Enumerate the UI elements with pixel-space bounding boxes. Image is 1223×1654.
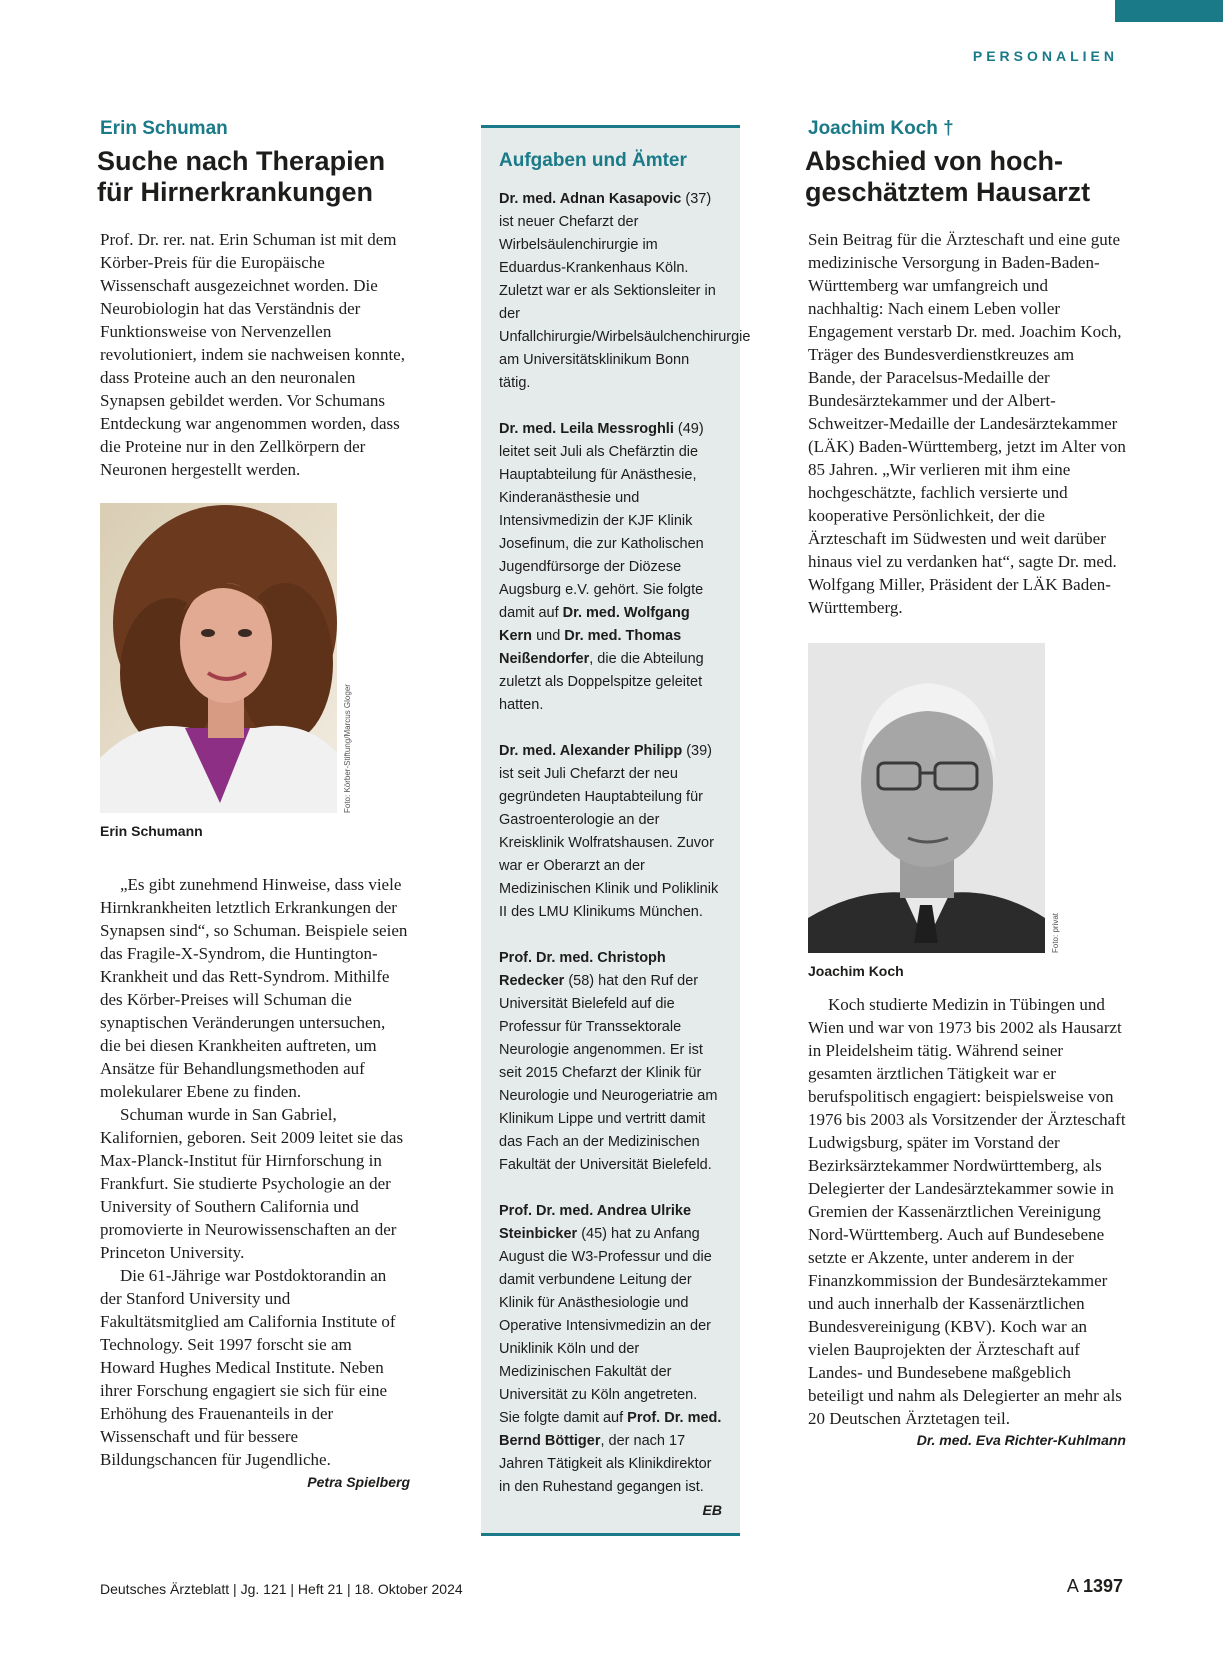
photo-credit: Foto: Körber-Stiftung/Marcus Gloger (343, 684, 352, 813)
article-author: Petra Spielberg (307, 1474, 410, 1490)
box-title: Aufgaben und Ämter (499, 150, 687, 171)
photo-credit: Foto: privat (1051, 912, 1060, 953)
article-author: Dr. med. Eva Richter-Kuhlmann (916, 1432, 1126, 1448)
photo-block (808, 643, 1126, 953)
article-kicker: Erin Schuman (100, 118, 228, 139)
headline-line-1: Suche nach Therapien (97, 146, 386, 176)
article-paragraph: Schuman wurde in San Gabriel, Kalifornien, geboren. Seit 2009 leitet sie das Max-Planck-Institut für Hirnforschung in Frankfurt. Sie studierte Psychologie an der University of Southern California und promovierte in Neurowissenschaften an der Princeton University. (100, 1105, 404, 1262)
article-headline (805, 146, 1126, 208)
footer-journal: Deutsches Ärzteblatt | Jg. 121 | Heft 21 | 18. Oktober 2024 (100, 1581, 463, 1597)
section-label: PERSONALIEN (972, 48, 1118, 64)
photo-caption: Erin Schumann (100, 823, 203, 839)
headline-line-2: für Hirnerkrankungen (97, 177, 374, 207)
photo-block (100, 503, 410, 813)
article-kicker: Joachim Koch † (808, 118, 954, 139)
portrait-photo-joachim-koch (808, 643, 1045, 953)
article-joachim-koch (805, 118, 1126, 1448)
headline-line-2: geschätztem Hausarzt (805, 177, 1091, 207)
article-paragraph: Prof. Dr. rer. nat. Erin Schuman ist mit dem Körber-Preis für die Europäische Wissenschaft ausgezeichnet worden. Die Neurobiologin hat das Verständnis der Funktionsweise von Nervenzellen revolutioniert, indem sie nachweisen konnte, dass Proteine auch an den neuronalen Synapsen gebildet werden. Vor Schumans Entdeckung war angenommen worden, dass die Proteine nur in den Zellkörpern der Neuronen hergestellt werden. (100, 230, 405, 479)
article-paragraph: Koch studierte Medizin in Tübingen und Wien und war von 1973 bis 2002 als Hausarzt in Pleidelsheim tätig. Während seiner gesamten ärztlichen Tätigkeit war er berufspolitisch engagiert: beispielsweise von 1976 bis 2003 als Vorsitzender der Ärzteschaft Ludwigsburg, später im Vorstand der Bezirksärztekammer Nordwürttemberg, als Delegierter der Landesärztekammer sowie in Gremien der Kassenärztlichen Vereinigung Nord-Württemberg. Auch auf Bundesebene setzte er Akzente, unter anderem in der Finanzkommission der Bundesärztekammer und auch innerhalb der Kassenärztlichen Bundesvereinigung (KBV). Koch war an vielen Bauprojekten der Ärzteschaft auf Landes- und Bundesebene maßgeblich beteiligt und nahm als Delegierter an mehr als 20 Deutschen Ärztetagen teil. (808, 995, 1126, 1428)
appointments-box (481, 125, 751, 1536)
appointment-entry: Dr. med. Adnan Kasapovic (37) ist neuer Chefarzt der Wirbelsäulenchirurgie im Eduardus-Krankenhaus Köln. Zuletzt war er als Sektionsleiter in der Unfallchirurgie/Wirbelsäulchenchirurgie am Universitätsklinikum Bonn tätig. (499, 191, 751, 391)
article-paragraph: „Es gibt zunehmend Hinweise, dass viele Hirnkrankheiten letztlich Erkrankungen der Synapsen sind“, so Schuman. Beispiele seien das Fragile-X-Syndrom, die Huntington-Krankheit und das Rett-Syndrom. Mithilfe des Körber-Preises will Schuman die synaptischen Veränderungen untersuchen, die bei diesen Krankheiten auftreten, um Ansätze für Behandlungsmethoden auf molekularer Ebene zu finden. (100, 875, 408, 1101)
article-erin-schuman (97, 118, 410, 1494)
headline-line-1: Abschied von hoch- (805, 146, 1064, 176)
portrait-photo-erin-schuman (100, 503, 337, 813)
footer-page-number: A 1397 (1066, 1576, 1123, 1596)
appointment-entry: Prof. Dr. med. Christoph Redecker (58) hat den Ruf der Universität Bielefeld auf die Professur für Transsektorale Neurologie angenommen. Er ist seit 2015 Chefarzt der Klinik für Neurologie und Neurogeriatrie am Klinikum Lippe und vertritt damit das Fach an der Medizinischen Fakultät der Universität Bielefeld. (499, 950, 718, 1173)
appointment-entry: Prof. Dr. med. Andrea Ulrike Steinbicker (45) hat zu Anfang August die W3-Professur und die damit verbundene Leitung der Klinik für Anästhesiologie und Operative Intensivmedizin an der Uniklinik Köln und der Medizinischen Fakultät der Universität zu Köln angetreten. Sie folgte damit auf Prof. Dr. med. Bernd Böttiger, der nach 17 Jahren Tätigkeit als Klinikdirektor in den Ruhestand gegangen ist. EB (499, 1200, 722, 1499)
appointment-entry: Dr. med. Alexander Philipp (39) ist seit Juli Chefarzt der neu gegründeten Hauptabteilung für Gastroenterologie an der Kreisklinik Wolfratshausen. Zuvor war er Oberarzt an der Medizinischen Klinik und Poliklinik II des LMU Klinikums München. (499, 743, 719, 920)
corner-accent-bar (1115, 0, 1223, 22)
box-author: EB (702, 1502, 722, 1518)
article-paragraph: Die 61-Jährige war Postdoktorandin an der Stanford University und Fakultätsmitglied am California Institute of Technology. Seit 1997 forscht sie am Howard Hughes Medical Institute. Neben ihrer Forschung engagiert sie sich für eine Erhöhung des Frauenanteils in der Wissenschaft und für bessere Bildungschancen für Jugendliche. Petra Spielberg (100, 1264, 410, 1471)
article-paragraph: Sein Beitrag für die Ärzteschaft und eine gute medizinische Versorgung in Baden-Baden-Württemberg war umfangreich und nachhaltig: Nach einem Leben voller Engagement verstarb Dr. med. Joachim Koch, Träger des Bundesverdienstkreuzes am Bande, der Paracelsus-Medaille der Bundesärztekammer und der Albert-Schweitzer-Medaille der Landesärztekammer (LÄK) Baden-Württemberg, jetzt im Alter von 85 Jahren. „Wir verlieren mit ihm eine hochgeschätzte, fachlich versierte und kooperative Persönlichkeit, der die Ärzteschaft im Südwesten und weit darüber hinaus viel zu verdanken hat“, sagte Dr. med. Wolfgang Miller, Präsident der LÄK Baden-Württemberg. (808, 230, 1126, 617)
appointment-entry: Dr. med. Leila Messroghli (49) leitet seit Juli als Chefärztin die Hauptabteilung für Anästhesie, Kinderanästhesie und Intensivmedizin der KJF Klinik Josefinum, die zur Katholischen Jugendfürsorge der Diözese Augsburg e.V. gehört. Sie folgte damit auf Dr. med. Wolfgang Kern und Dr. med. Thomas Neißendorfer, die die Abteilung zuletzt als Doppelspitze geleitet hatten. (499, 421, 704, 713)
photo-caption: Joachim Koch (808, 963, 904, 979)
article-headline (97, 146, 410, 208)
